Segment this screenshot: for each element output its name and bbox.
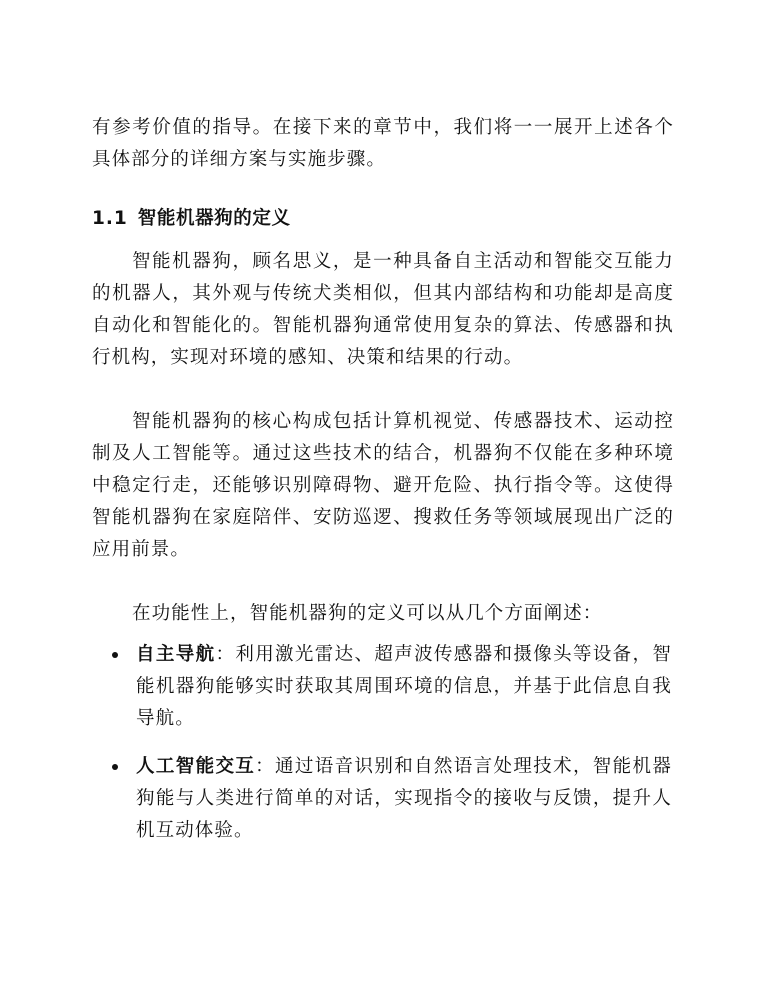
bullet-icon (112, 764, 118, 770)
paragraph-core-components: 智能机器狗的核心构成包括计算机视觉、传感器技术、运动控制及人工智能等。通过这些技术的结合，机器狗不仅能在多种环境中稳定行走，还能够识别障碍物、避开危险、执行指令等。这使得智能机器狗在家庭陪伴、安防巡逻、搜救任务等领域展现出广泛的应用前景。 (92, 411, 674, 560)
list-item-text: 通过语音识别和自然语言处理技术，智能机器狗能与人类进行简单的对话，实现指令的接收与反馈，提升人机互动体验。 (136, 756, 672, 841)
list-item-autonomous-navigation (112, 639, 672, 735)
list-item-text: 利用激光雷达、超声波传感器和摄像头等设备，智能机器狗能够实时获取其周围环境的信息，并基于此信息自我导航。 (136, 644, 673, 729)
intro-paragraph: 有参考价值的指导。在接下来的章节中，我们将一一展开上述各个具体部分的详细方案与实施步骤。 (92, 117, 674, 170)
section-heading (92, 205, 291, 233)
list-item-term: 自主导航 (136, 644, 216, 665)
paragraph-definition: 智能机器狗，顾名思义，是一种具备自主活动和智能交互能力的机器人，其外观与传统犬类相似，但其内部结构和功能却是高度自动化和智能化的。智能机器狗通常使用复杂的算法、传感器和执行机构，实现对环境的感知、决策和结果的行动。 (92, 251, 674, 368)
list-item-separator: ： (255, 756, 276, 777)
paragraph-functionality-intro: 在功能性上，智能机器狗的定义可以从几个方面阐述： (132, 603, 603, 624)
section-number: 1.1 (92, 208, 128, 229)
list-item-body (136, 639, 672, 735)
bullet-icon (112, 652, 118, 658)
list-item-body (136, 751, 672, 847)
list-item-term: 人工智能交互 (136, 756, 256, 777)
list-item-separator: ： (215, 644, 236, 665)
list-item-ai-interaction (112, 751, 672, 847)
section-title: 智能机器狗的定义 (137, 208, 291, 229)
